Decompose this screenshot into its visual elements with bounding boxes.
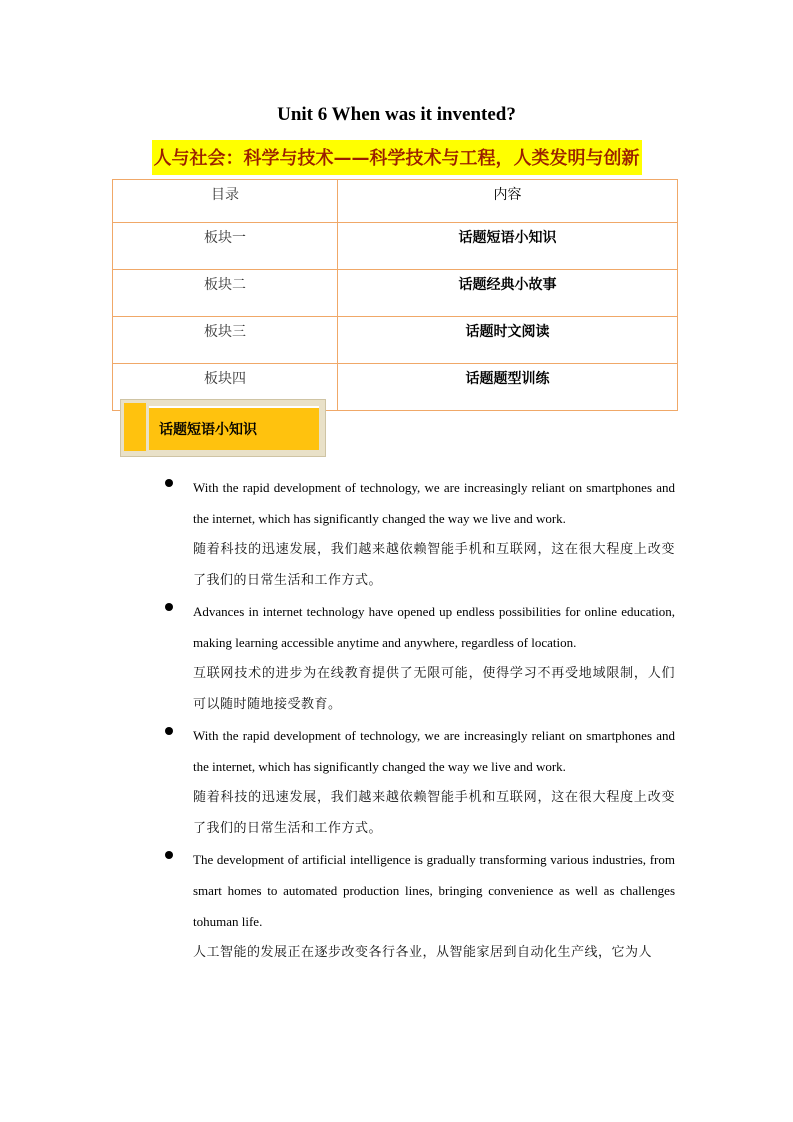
english-sentence: Advances in internet technology have opened up endless possibilities for online education, making learning accessible anytime and anywhere, regardless of location. — [193, 604, 675, 650]
table-header-cell: 内容 — [338, 180, 678, 223]
section-cell: 板块四 — [113, 364, 338, 411]
table-row — [113, 223, 678, 270]
section-heading-tab — [124, 403, 146, 451]
chinese-translation: 随着科技的迅速发展，我们越来越依赖智能手机和互联网，这在很大程度上改变了我们的日常生活和工作方式。 — [193, 790, 675, 836]
chinese-translation: 人工智能的发展正在逐步改变各行各业，从智能家居到自动化生产线，它为人 — [193, 945, 653, 960]
section-cell: 板块三 — [113, 317, 338, 364]
topic-subtitle: 人与社会：科学与技术——科学技术与工程，人类发明与创新 — [152, 140, 642, 175]
bullet-icon — [165, 479, 173, 487]
english-sentence: The development of artificial intelligence is gradually transforming various industries, from smart homes to automated production lines, bringing convenience as well as challenges tohuman life. — [193, 852, 675, 929]
bullet-icon — [165, 603, 173, 611]
table-header-cell: 目录 — [113, 180, 338, 223]
list-item — [163, 844, 675, 968]
chinese-translation: 互联网技术的进步为在线教育提供了无限可能，使得学习不再受地域限制，人们可以随时随地接受教育。 — [193, 666, 675, 712]
list-item — [163, 720, 675, 844]
bullet-icon — [165, 851, 173, 859]
content-cell: 话题时文阅读 — [338, 317, 678, 364]
section-cell: 板块一 — [113, 223, 338, 270]
bullet-icon — [165, 727, 173, 735]
section-heading-label: 话题短语小知识 — [159, 422, 257, 438]
list-item — [163, 596, 675, 720]
table-header-row — [113, 180, 678, 223]
section-heading-box — [120, 399, 326, 457]
english-sentence: With the rapid development of technology, we are increasingly reliant on smartphones and the internet, which has significantly changed the way we live and work. — [193, 480, 675, 526]
content-cell: 话题题型训练 — [338, 364, 678, 411]
chinese-translation: 随着科技的迅速发展，我们越来越依赖智能手机和互联网，这在很大程度上改变了我们的日常生活和工作方式。 — [193, 542, 675, 588]
section-heading-banner — [149, 406, 319, 450]
table-row — [113, 317, 678, 364]
phrase-list — [163, 472, 675, 968]
contents-table — [112, 179, 678, 411]
content-cell: 话题短语小知识 — [338, 223, 678, 270]
section-cell: 板块二 — [113, 270, 338, 317]
table-row — [113, 270, 678, 317]
content-cell: 话题经典小故事 — [338, 270, 678, 317]
english-sentence: With the rapid development of technology, we are increasingly reliant on smartphones and the internet, which has significantly changed the way we live and work. — [193, 728, 675, 774]
list-item — [163, 472, 675, 596]
document-title: Unit 6 When was it invented? — [277, 104, 516, 125]
